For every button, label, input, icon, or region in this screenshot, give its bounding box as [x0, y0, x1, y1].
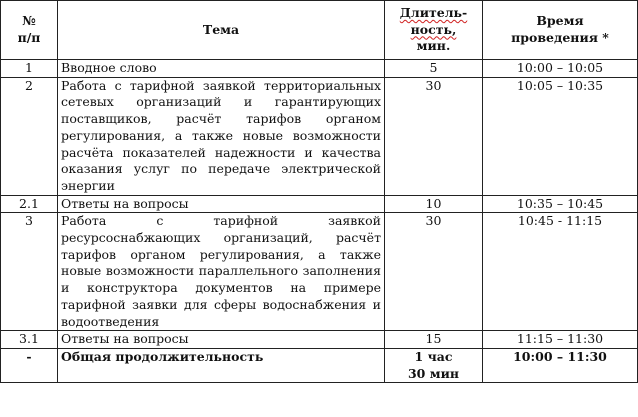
table-row	[1, 60, 638, 78]
total-duration-line1: 1 час	[414, 348, 453, 364]
row-number: 3.1	[1, 331, 58, 349]
header-time-line2: проведения *	[511, 30, 609, 45]
row-number: 2.1	[1, 195, 58, 213]
header-time-line1: Время	[536, 13, 584, 29]
total-row	[1, 348, 638, 382]
header-duration-line2: ность,	[410, 21, 457, 37]
row-time: 10:00 – 10:05	[483, 60, 638, 78]
row-topic: Вводное слово	[58, 60, 385, 78]
row-number: 3	[1, 213, 58, 331]
row-duration: 30	[385, 77, 483, 195]
header-number-line1: №	[22, 13, 36, 29]
total-time: 10:00 – 11:30	[483, 348, 638, 382]
row-topic: Работа с тарифной заявкой ресурсоснабжающих организаций, расчёт тарифов органом регулирования, а также новые возможности параллельного заполнения и конструктора документов на примере тарифной заявки для сферы водоснабжения и водоотведения	[58, 213, 385, 331]
row-number: 2	[1, 77, 58, 195]
header-number-line2: п/п	[17, 30, 41, 45]
row-time: 10:45 - 11:15	[483, 213, 638, 331]
table-row	[1, 77, 638, 195]
header-duration	[385, 1, 483, 60]
row-topic: Ответы на вопросы	[58, 195, 385, 213]
total-label: Общая продолжительность	[58, 348, 385, 382]
row-duration: 15	[385, 331, 483, 349]
header-time	[483, 1, 638, 60]
table-row	[1, 213, 638, 331]
header-duration-line3: мин.	[416, 38, 451, 54]
header-topic-label: Тема	[202, 21, 240, 37]
total-duration-line2: 30 мин	[407, 365, 460, 381]
total-number: -	[1, 348, 58, 382]
header-duration-line1: Длитель-	[399, 4, 468, 20]
table-row	[1, 331, 638, 349]
header-topic	[58, 1, 385, 60]
table-row	[1, 195, 638, 213]
row-topic: Ответы на вопросы	[58, 331, 385, 349]
row-duration: 5	[385, 60, 483, 78]
row-duration: 10	[385, 195, 483, 213]
row-time: 10:35 – 10:45	[483, 195, 638, 213]
row-duration: 30	[385, 213, 483, 331]
row-time: 11:15 – 11:30	[483, 331, 638, 349]
row-topic: Работа с тарифной заявкой территориальных сетевых организаций и гарантирующих поставщиков, расчёт тарифов органом регулирования, а также новые возможности расчёта показателей надежности и качества оказания услуг по передаче электрической энергии	[58, 77, 385, 195]
row-number: 1	[1, 60, 58, 78]
header-number	[1, 1, 58, 60]
total-duration	[385, 348, 483, 382]
row-time: 10:05 – 10:35	[483, 77, 638, 195]
table-header-row	[1, 1, 638, 60]
